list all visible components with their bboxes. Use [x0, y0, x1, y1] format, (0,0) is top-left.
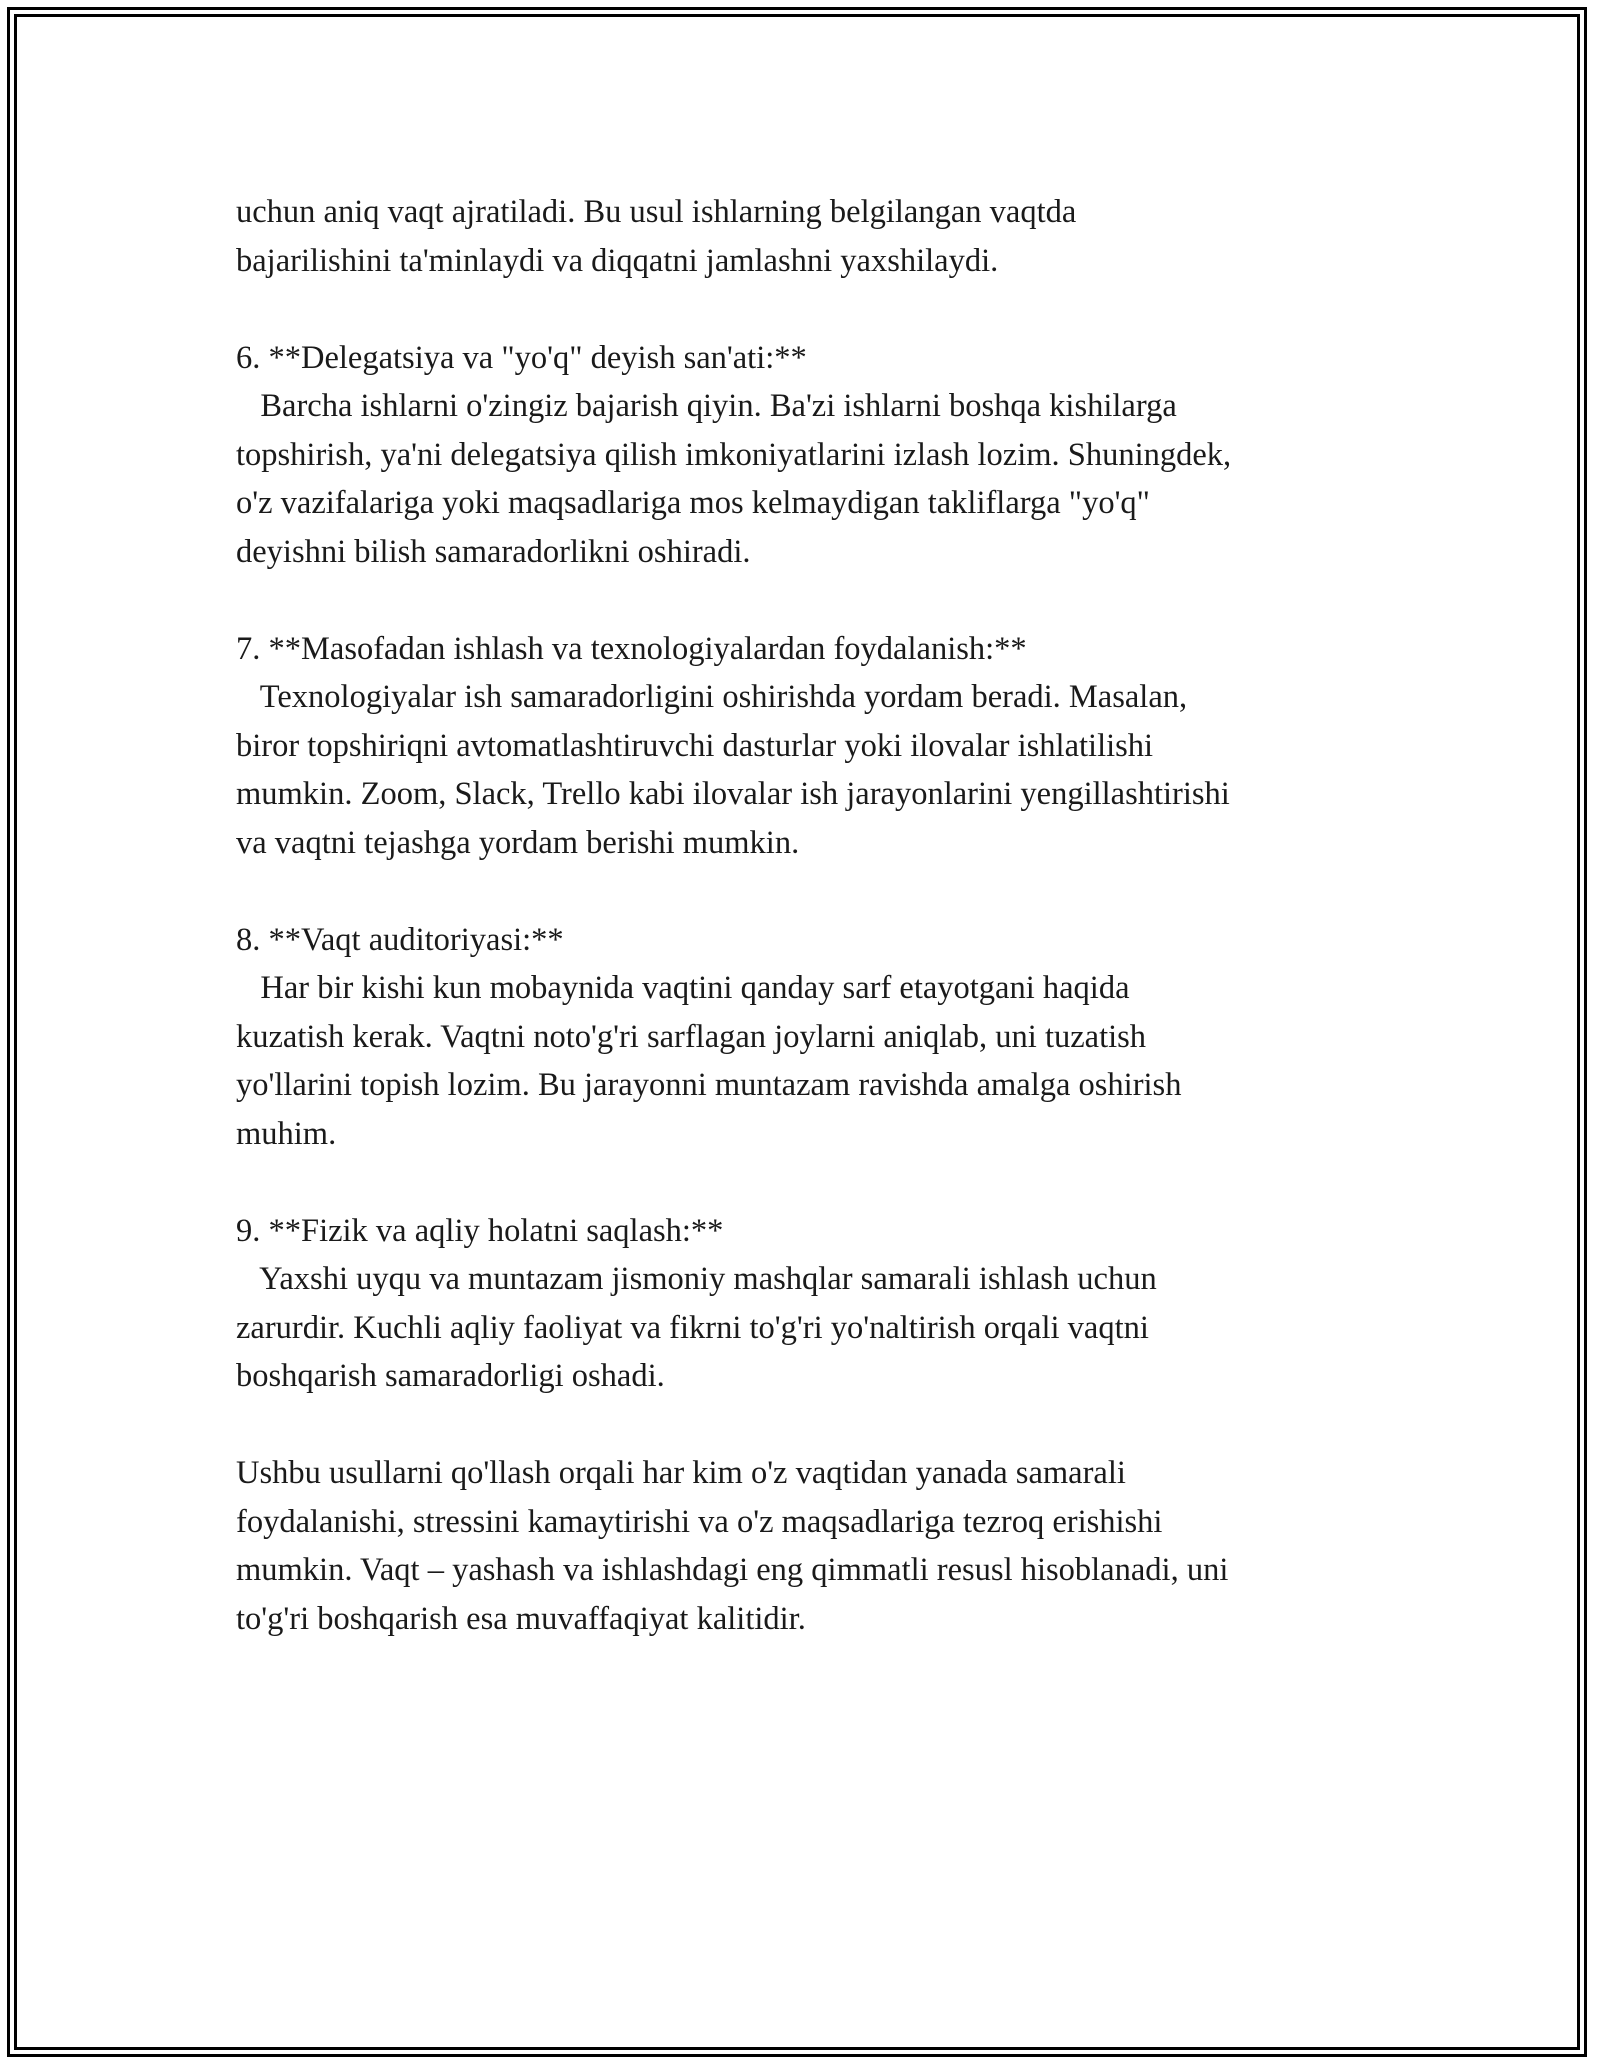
section-heading: 9. **Fizik va aqliy holatni saqlash:**: [236, 1212, 724, 1249]
paragraph-conclusion: [236, 1449, 1376, 1643]
paragraph-intro-continuation: [236, 188, 1376, 285]
paragraph-spacer: [236, 867, 1376, 916]
section-heading: 8. **Vaqt auditoriyasi:**: [236, 921, 564, 958]
paragraph-spacer: [236, 576, 1376, 625]
text-line: Har bir kishi kun mobaynida vaqtini qanday sarf etayotgani haqida: [236, 970, 1130, 1006]
section-6: [236, 334, 1376, 577]
text-line: zarurdir. Kuchli aqliy faoliyat va fikrni to'g'ri yo'naltirish orqali vaqtni: [236, 1309, 1149, 1346]
section-9: [236, 1207, 1376, 1401]
text-line: Barcha ishlarni o'zingiz bajarish qiyin. Ba'zi ishlarni boshqa kishilarga: [236, 388, 1177, 424]
text-line: boshqarish samaradorligi oshadi.: [236, 1358, 665, 1394]
text-line: topshirish, ya'ni delegatsiya qilish imkoniyatlarini izlash lozim. Shuningdek,: [236, 436, 1232, 473]
section-7: [236, 625, 1376, 868]
text-line: deyishni bilish samaradorlikni oshiradi.: [236, 533, 751, 570]
text-line: va vaqtni tejashga yordam berishi mumkin.: [236, 824, 800, 861]
text-line: mumkin. Zoom, Slack, Trello kabi ilovalar ish jarayonlarini yengillashtirishi: [236, 776, 1230, 812]
section-8: [236, 916, 1376, 1159]
text-line: o'z vazifalariga yoki maqsadlariga mos kelmaydigan takliflarga "yo'q": [236, 485, 1150, 521]
section-heading: 7. **Masofadan ishlash va texnologiyalardan foydalanish:**: [236, 630, 1027, 667]
text-line: foydalanishi, stressini kamaytirishi va o'z maqsadlariga tezroq erishishi: [236, 1503, 1163, 1540]
text-line: bajarilishini ta'minlaydi va diqqatni jamlashni yaxshilaydi.: [236, 242, 999, 279]
text-line: yo'llarini topish lozim. Bu jarayonni muntazam ravishda amalga oshirish: [236, 1067, 1182, 1103]
text-line: Yaxshi uyqu va muntazam jismoniy mashqlar samarali ishlash uchun: [236, 1261, 1157, 1297]
text-line: Ushbu usullarni qo'llash orqali har kim o'z vaqtidan yanada samarali: [236, 1455, 1126, 1491]
text-line: kuzatish kerak. Vaqtni noto'g'ri sarflagan joylarni aniqlab, uni tuzatish: [236, 1018, 1147, 1055]
text-line: biror topshiriqni avtomatlashtiruvchi dasturlar yoki ilovalar ishlatilishi: [236, 727, 1154, 764]
text-line: uchun aniq vaqt ajratiladi. Bu usul ishlarning belgilangan vaqtda: [236, 194, 1077, 230]
text-line: mumkin. Vaqt – yashash va ishlashdagi eng qimmatli resusl hisoblanadi, uni: [236, 1552, 1229, 1588]
text-line: muhim.: [236, 1115, 337, 1152]
text-line: to'g'ri boshqarish esa muvaffaqiyat kalitidir.: [236, 1600, 806, 1637]
paragraph-spacer: [236, 285, 1376, 334]
paragraph-spacer: [236, 1401, 1376, 1450]
text-line: Texnologiyalar ish samaradorligini oshirishda yordam beradi. Masalan,: [236, 679, 1188, 715]
section-heading: 6. **Delegatsiya va "yo'q" deyish san'ati:**: [236, 339, 807, 376]
paragraph-spacer: [236, 1158, 1376, 1207]
document-body: [236, 188, 1376, 1643]
